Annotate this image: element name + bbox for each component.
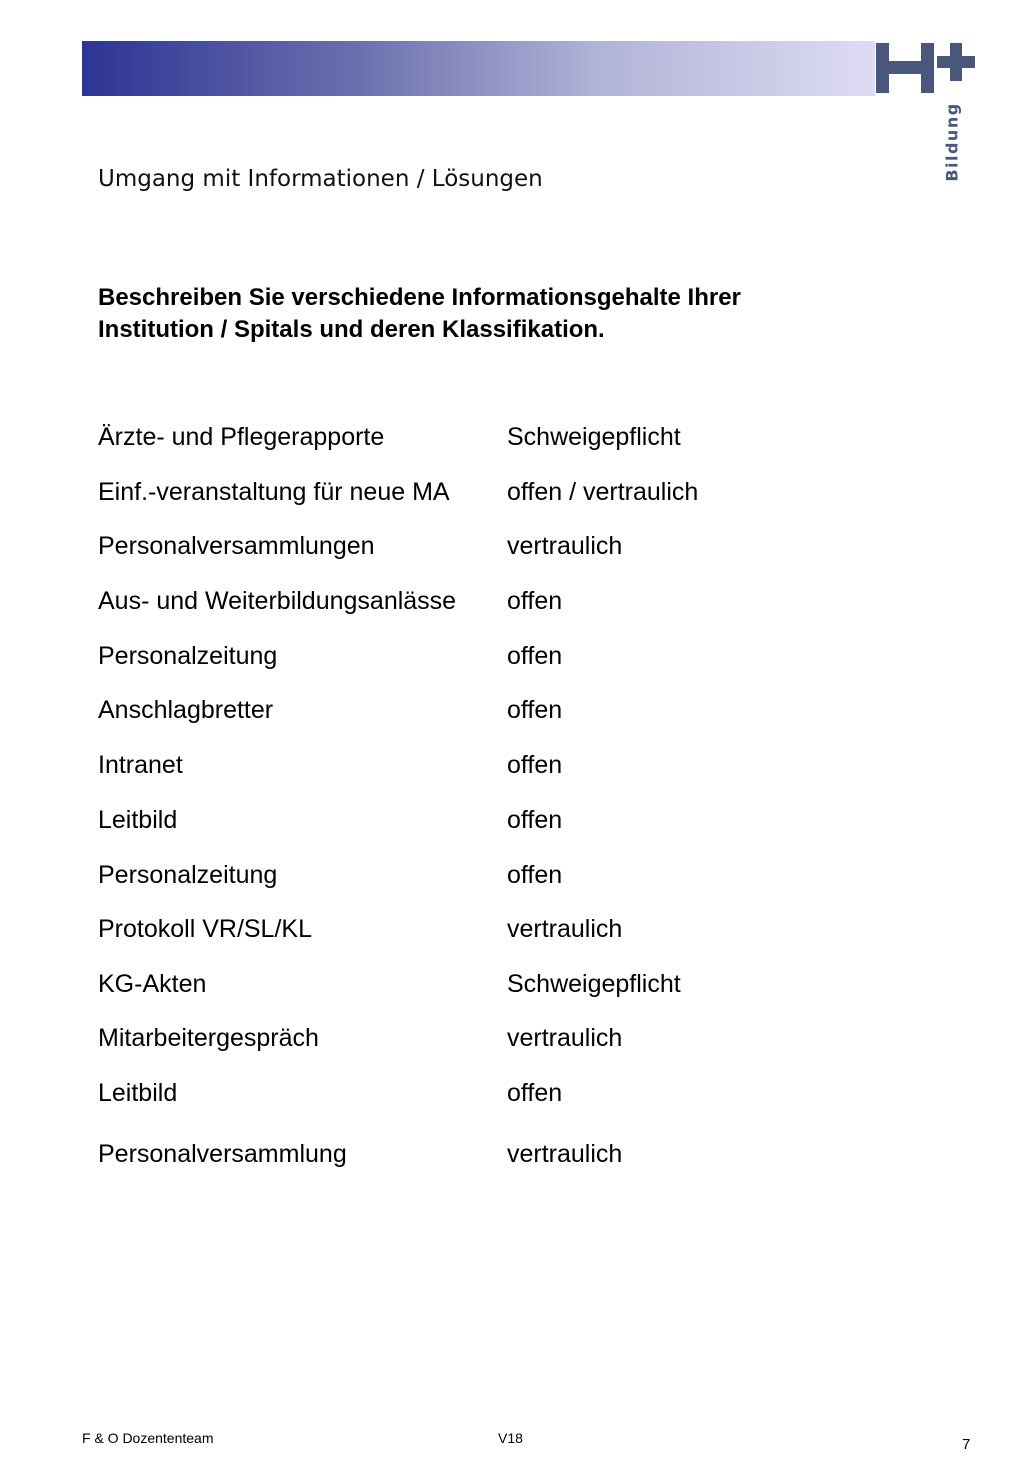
page-title: Umgang mit Informationen / Lösungen xyxy=(98,166,543,192)
info-term: Leitbild xyxy=(98,1079,178,1107)
info-classification: Schweigepflicht xyxy=(507,970,681,998)
header-gradient-bar xyxy=(82,41,875,96)
info-classification: vertraulich xyxy=(507,1024,623,1052)
page-number: 7 xyxy=(962,1436,971,1453)
info-term: Einf.-veranstaltung für neue MA xyxy=(98,478,450,506)
question-text: Beschreiben Sie verschiedene Informationsgehalte Ihrer Institution / Spitals und deren Klassifikation. xyxy=(98,284,741,343)
logo-subtitle xyxy=(922,104,982,180)
info-classification: vertraulich xyxy=(507,1140,623,1168)
info-term: Leitbild xyxy=(98,806,178,834)
info-classification: vertraulich xyxy=(507,532,623,560)
info-classification: offen xyxy=(507,696,563,724)
info-classification: offen xyxy=(507,587,563,615)
info-classification: Schweigepflicht xyxy=(507,423,681,451)
footer-team: F & O Dozententeam xyxy=(82,1430,214,1446)
info-term: Mitarbeitergespräch xyxy=(98,1024,319,1052)
info-term: Anschlagbretter xyxy=(98,696,274,724)
info-term: Personalversammlung xyxy=(98,1140,347,1168)
info-classification: offen xyxy=(507,642,563,670)
info-term: Ärzte- und Pflegerapporte xyxy=(98,423,385,451)
logo-subtitle-text: Bildung xyxy=(942,102,962,182)
info-classification: offen xyxy=(507,751,563,779)
info-term: Personalversammlungen xyxy=(98,532,375,560)
info-term: Protokoll VR/SL/KL xyxy=(98,915,312,943)
info-classification: offen xyxy=(507,806,563,834)
info-term: Personalzeitung xyxy=(98,861,278,889)
info-term: KG-Akten xyxy=(98,970,207,998)
info-classification: offen xyxy=(507,1079,563,1107)
info-term: Personalzeitung xyxy=(98,642,278,670)
info-classification: offen / vertraulich xyxy=(507,478,699,506)
info-term: Intranet xyxy=(98,751,183,779)
footer-version: V18 xyxy=(498,1430,523,1446)
info-classification: offen xyxy=(507,861,563,889)
info-term: Aus- und Weiterbildungsanlässe xyxy=(98,587,457,615)
h-plus-logo-icon xyxy=(874,40,978,96)
info-classification: vertraulich xyxy=(507,915,623,943)
